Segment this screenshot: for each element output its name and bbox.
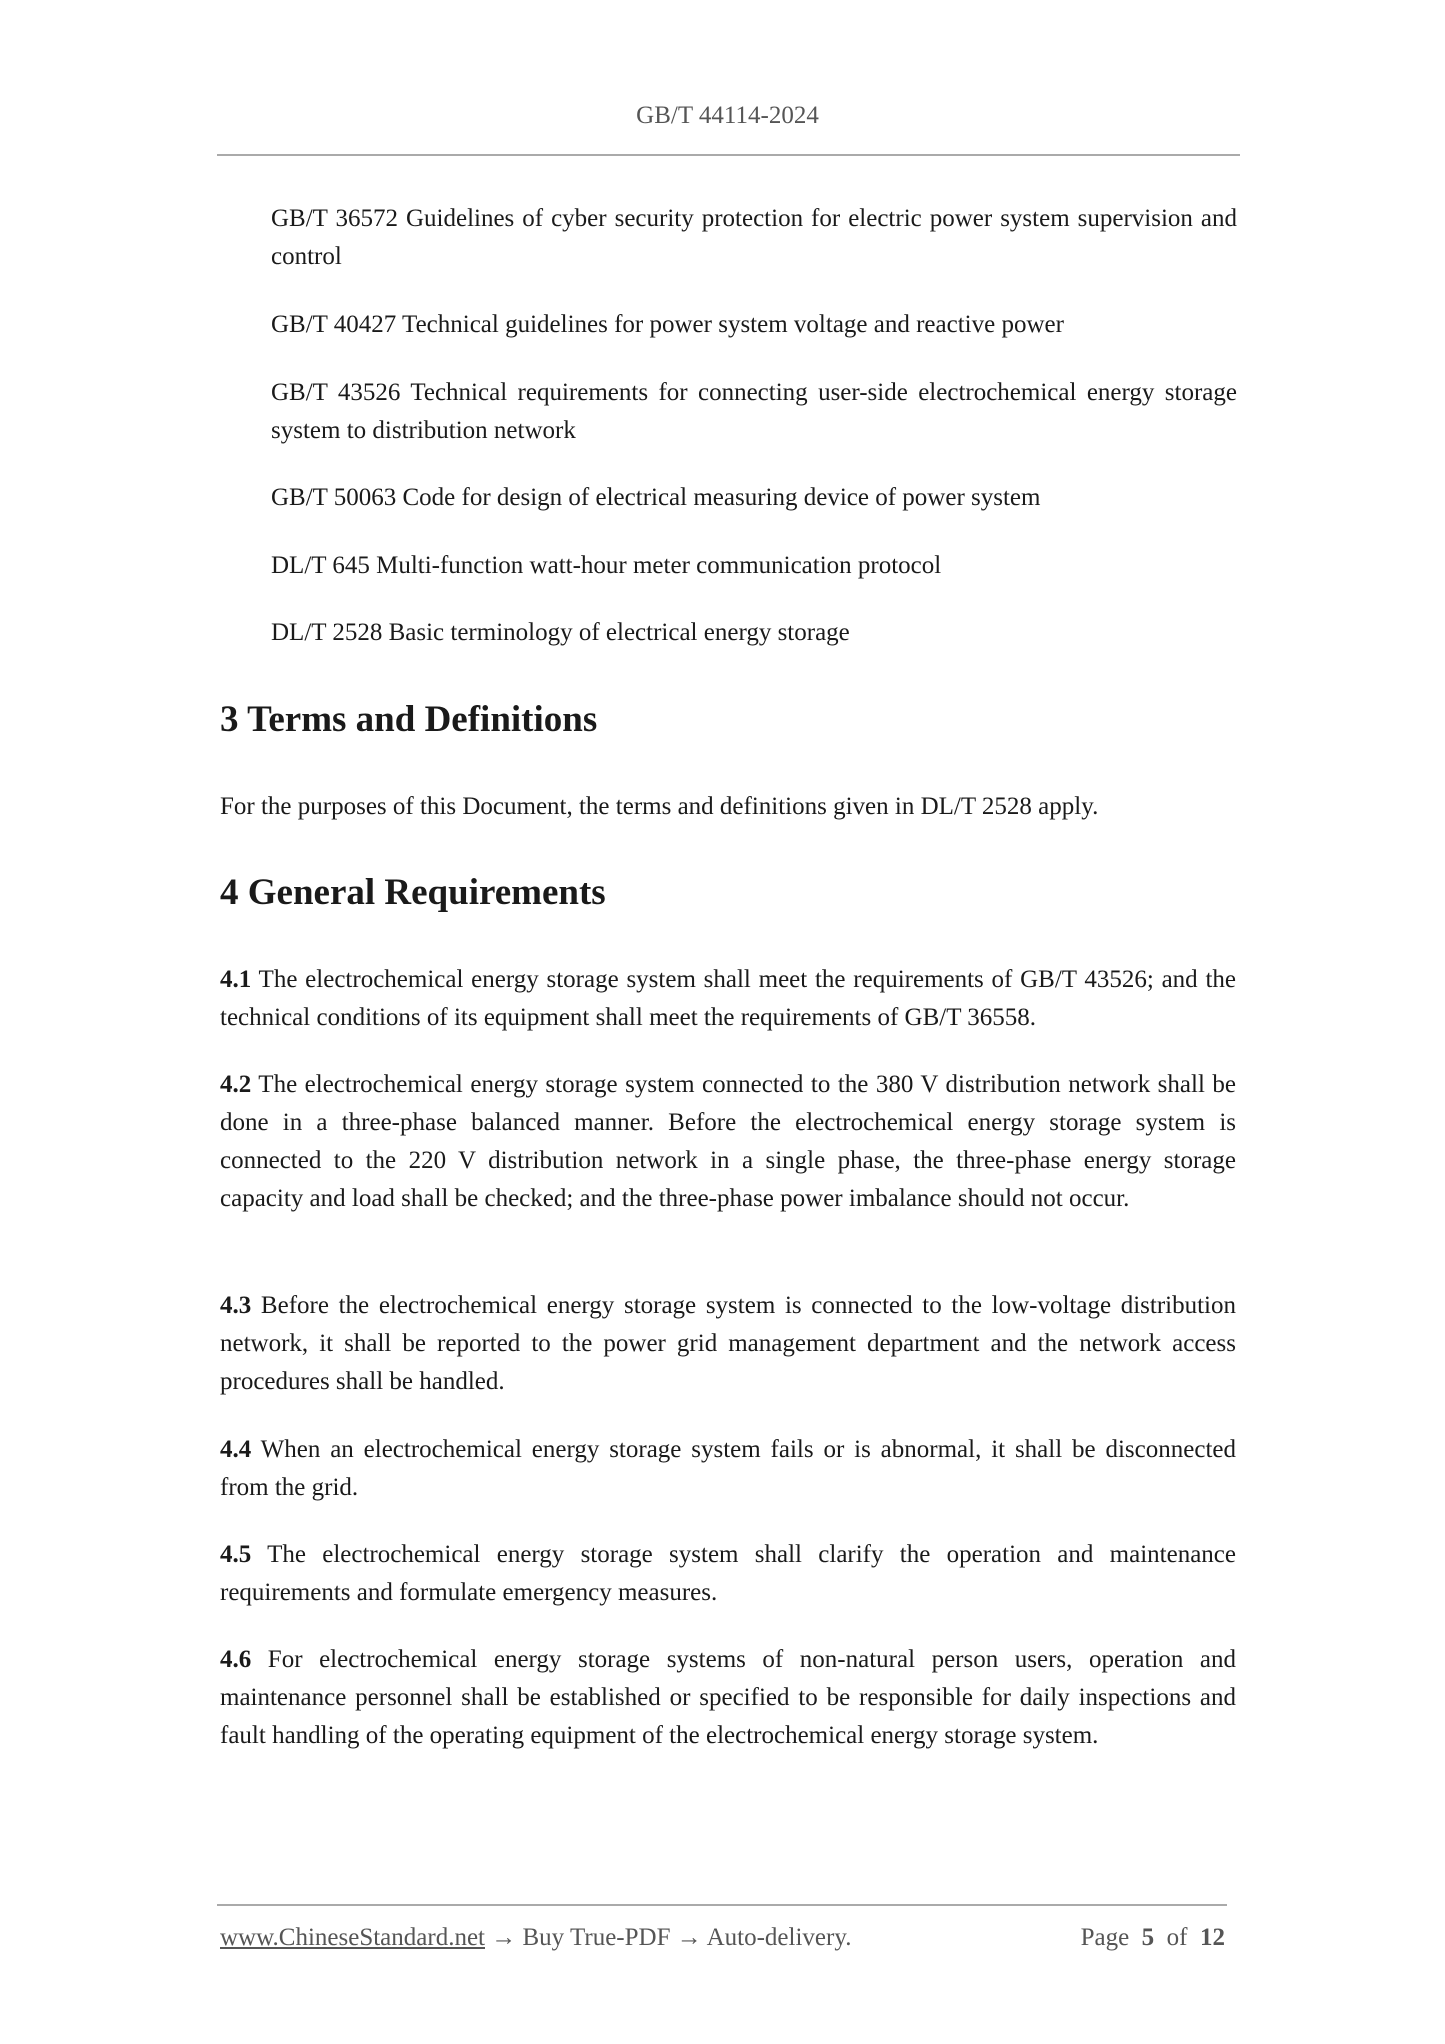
clause-4-5 (220, 1536, 1236, 1612)
footer-text: → Buy True-PDF → Auto-delivery. (485, 1924, 852, 1951)
clause-number: 4.4 (220, 1436, 252, 1463)
section-paragraph: For the purposes of this Document, the terms and definitions given in DL/T 2528 apply. (220, 793, 1099, 820)
clause-number: 4.2 (220, 1071, 252, 1098)
clause-4-2 (220, 1066, 1236, 1218)
clause-4-6 (220, 1641, 1236, 1755)
clause-text: The electrochemical energy storage system connected to the 380 V distribution network shall be done in a three-phase balanced manner. Before the electrochemical energy storage system is connected to the 220 V distribution network in a single phase, the three-phase energy storage capacity and load shall be checked; and the three-phase power imbalance should not occur. (220, 1071, 1236, 1212)
clause-text: For electrochemical energy storage systems of non-natural person users, operation and maintenance personnel shall be established or specified to be responsible for daily inspections and fault handling of the operating equipment of the electrochemical energy storage system. (220, 1646, 1236, 1749)
clause-number: 4.1 (220, 966, 252, 993)
header-divider (217, 154, 1240, 156)
reference-item: GB/T 36572 Guidelines of cyber security protection for electric power system supervision and control (271, 205, 1237, 270)
clause-4-1 (220, 961, 1236, 1037)
clause-number: 4.6 (220, 1646, 252, 1673)
clause-text: When an electrochemical energy storage system fails or is abnormal, it shall be disconnected from the grid. (220, 1436, 1236, 1501)
document-id-header: GB/T 44114-2024 (636, 102, 819, 129)
reference-item: GB/T 40427 Technical guidelines for power system voltage and reactive power (271, 311, 1064, 338)
section-heading: 3 Terms and Definitions (220, 699, 598, 740)
clause-text: The electrochemical energy storage system shall clarify the operation and maintenance requirements and formulate emergency measures. (220, 1541, 1236, 1606)
clause-number: 4.3 (220, 1292, 252, 1319)
footer-divider (217, 1904, 1227, 1906)
clause-number: 4.5 (220, 1541, 252, 1568)
footer (220, 1924, 1225, 1952)
clause-4-3 (220, 1287, 1236, 1401)
section-heading: 4 General Requirements (220, 872, 606, 913)
clause-text: The electrochemical energy storage system shall meet the requirements of GB/T 43526; and the technical conditions of its equipment shall meet the requirements of GB/T 36558. (220, 966, 1236, 1031)
website-link[interactable]: www.ChineseStandard.net (220, 1924, 485, 1951)
reference-item: DL/T 645 Multi-function watt-hour meter communication protocol (271, 552, 942, 579)
page-indicator: Page 5 of 12 (1080, 1924, 1225, 1951)
clause-4-4 (220, 1431, 1236, 1507)
clause-text: Before the electrochemical energy storage system is connected to the low-voltage distribution network, it shall be reported to the power grid management department and the network access procedures shall be handled. (220, 1292, 1236, 1395)
reference-item: GB/T 43526 Technical requirements for connecting user-side electrochemical energy storage system to distribution network (271, 379, 1237, 444)
reference-item: DL/T 2528 Basic terminology of electrical energy storage (271, 619, 850, 646)
total-pages: 12 (1200, 1924, 1225, 1951)
reference-item: GB/T 50063 Code for design of electrical measuring device of power system (271, 484, 1041, 511)
current-page: 5 (1141, 1924, 1155, 1951)
